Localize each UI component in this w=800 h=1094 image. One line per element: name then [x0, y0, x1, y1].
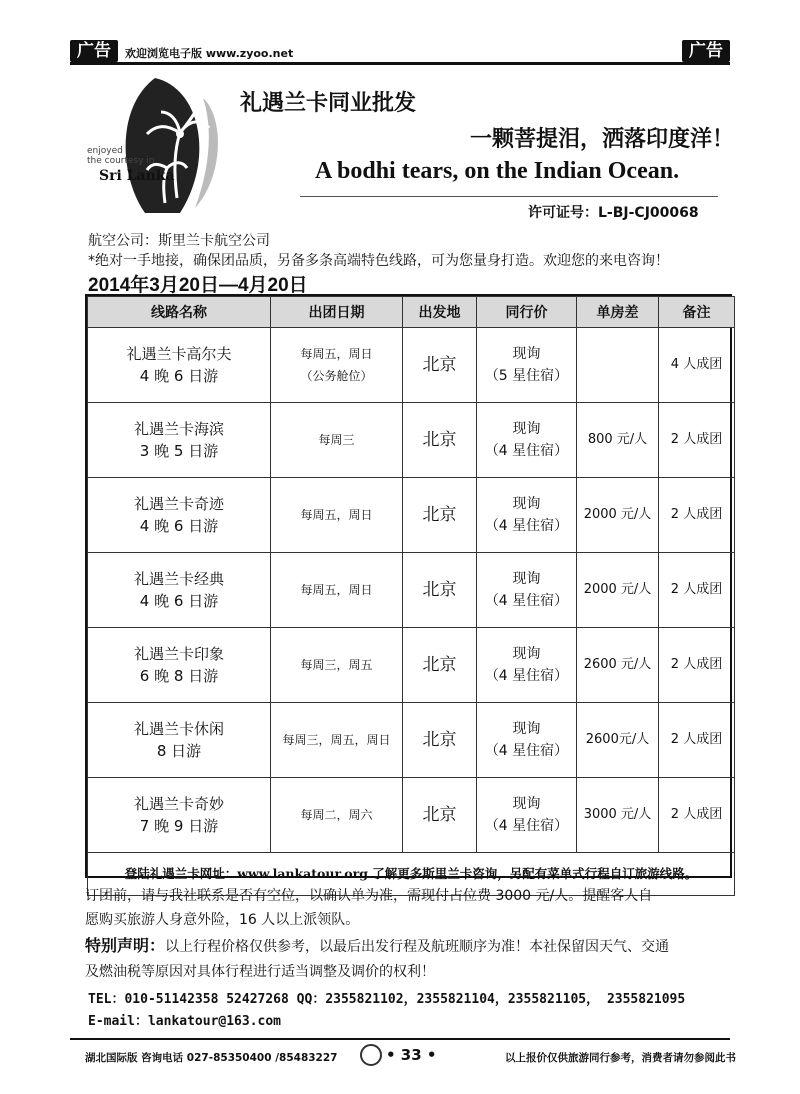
single-supplement: 2600元/人: [577, 703, 659, 778]
date-range: 2014年3月20日—4月20日: [88, 275, 308, 296]
single-supplement: [577, 328, 659, 403]
palm-tree-icon: [85, 68, 225, 218]
col-single: 单房差: [577, 297, 659, 328]
price: 现询: [512, 571, 541, 587]
route-name: 礼遇兰卡奇迹: [133, 495, 224, 513]
col-date: 出团日期: [271, 297, 403, 328]
price: 现询: [512, 796, 541, 812]
depart-city: 北京: [403, 628, 477, 703]
logo-line3: Sri Lanka: [99, 168, 175, 184]
depart-city: 北京: [403, 703, 477, 778]
ad-tag-left: 广告: [70, 40, 118, 62]
contact-phone: TEL：010-51142358 52427268 QQ：2355821102，2355821104，2355821105， 2355821095: [88, 992, 686, 1007]
price: 现询: [512, 646, 541, 662]
publication-logo-icon: [360, 1044, 382, 1066]
group-note: 2 人成团: [659, 553, 735, 628]
depart-days: 每周五，周日: [300, 347, 373, 361]
booking-line2: 愿购买旅游人身意外险，16 人以上派领队。: [85, 912, 360, 928]
ad-slogan-en: A bodhi tears, on the Indian Ocean.: [315, 158, 680, 184]
single-supplement: 2600 元/人: [577, 628, 659, 703]
welcome-text: 欢迎浏览电子版 www.zyoo.net: [125, 47, 294, 60]
hotel-level: （4 星住宿）: [484, 743, 569, 759]
header-rule: [70, 62, 730, 65]
airline-text: 航空公司：斯里兰卡航空公司: [88, 233, 270, 249]
depart-days: 每周三，周五，周日: [282, 733, 391, 747]
price: 现询: [512, 346, 541, 362]
route-duration: 7 晚 9 日游: [139, 817, 219, 835]
table-row: [88, 553, 735, 628]
depart-city: 北京: [403, 478, 477, 553]
depart-days: 每周三: [318, 433, 355, 447]
website-note: 登陆礼遇兰卡网址：www.lankatour.org 了解更多斯里兰卡咨询，另配有菜单式行程自订旅游线路。: [88, 853, 735, 896]
depart-city: 北京: [403, 328, 477, 403]
depart-days: 每周二，周六: [300, 808, 373, 822]
hotel-level: （4 星住宿）: [484, 668, 569, 684]
depart-days: 每周五，周日: [300, 583, 373, 597]
ad-tag-right: 广告: [682, 40, 730, 62]
group-note: 2 人成团: [659, 478, 735, 553]
depart-city: 北京: [403, 778, 477, 853]
logo-line1: enjoyed: [87, 146, 123, 156]
col-route: 线路名称: [88, 297, 271, 328]
declaration-line1: 以上行程价格仅供参考，以最后出发行程及航班顺序为准！本社保留因天气、交通: [165, 939, 670, 955]
route-name: 礼遇兰卡海滨: [133, 420, 224, 438]
single-supplement: 2000 元/人: [577, 478, 659, 553]
single-supplement: 2000 元/人: [577, 553, 659, 628]
table-row: [88, 403, 735, 478]
license-number: 许可证号：L-BJ-CJ00068: [528, 205, 699, 221]
group-note: 2 人成团: [659, 778, 735, 853]
table-row: [88, 778, 735, 853]
table-row: [88, 703, 735, 778]
sri-lanka-logo: [85, 68, 225, 218]
route-name: 礼遇兰卡经典: [133, 570, 224, 588]
group-note: 2 人成团: [659, 703, 735, 778]
price: 现询: [512, 421, 541, 437]
single-supplement: 800 元/人: [577, 403, 659, 478]
route-table: [85, 294, 732, 881]
table-header-row: [88, 297, 735, 328]
declaration-line2: 及燃油税等原因对具体行程进行适当调整及调价的权利！: [85, 964, 435, 980]
depart-city: 北京: [403, 403, 477, 478]
declaration-label: 特别声明：: [85, 936, 166, 955]
table-row: [88, 478, 735, 553]
route-duration: 3 晚 5 日游: [139, 442, 219, 460]
footer-left: 湖北国际版 咨询电话 027-85350400 /85483227: [85, 1052, 338, 1064]
col-city: 出发地: [403, 297, 477, 328]
table-row: [88, 328, 735, 403]
col-price: 同行价: [477, 297, 577, 328]
group-note: 2 人成团: [659, 628, 735, 703]
booking-line1: 订团前，请与我社联系是否有空位，以确认单为准，需现付占位费 3000 元/人。提醒客人自: [85, 888, 653, 904]
route-duration: 6 晚 8 日游: [139, 667, 219, 685]
group-note: 4 人成团: [659, 328, 735, 403]
route-name: 礼遇兰卡奇妙: [133, 795, 224, 813]
logo-line2: the courtesy in: [87, 156, 155, 166]
route-name: 礼遇兰卡休闲: [133, 720, 224, 738]
footer-rule: [70, 1038, 730, 1040]
table-row: [88, 628, 735, 703]
route-duration: 4 晚 6 日游: [139, 517, 219, 535]
page-number: • 33 •: [386, 1046, 437, 1064]
hotel-level: （5 星住宿）: [484, 368, 569, 384]
price: 现询: [512, 721, 541, 737]
intro-text: *绝对一手地接，确保团品质，另备多条高端特色线路，可为您量身打造。欢迎您的来电咨询！: [88, 253, 669, 269]
depart-days: 每周三，周五: [300, 658, 373, 672]
col-note: 备注: [659, 297, 735, 328]
depart-city: 北京: [403, 553, 477, 628]
footer-right: 以上报价仅供旅游同行参考，消费者请勿参阅此书: [505, 1052, 736, 1064]
route-duration: 4 晚 6 日游: [139, 592, 219, 610]
route-name: 礼遇兰卡高尔夫: [126, 345, 232, 363]
depart-note: （公务舱位）: [300, 369, 373, 383]
ad-title: 礼遇兰卡同业批发: [240, 90, 417, 116]
hotel-level: （4 星住宿）: [484, 593, 569, 609]
hotel-level: （4 星住宿）: [484, 518, 569, 534]
route-duration: 4 晚 6 日游: [139, 367, 219, 385]
title-rule: [300, 196, 718, 197]
depart-days: 每周五，周日: [300, 508, 373, 522]
ad-slogan: 一颗菩提泪，洒落印度洋！: [470, 126, 735, 152]
hotel-level: （4 星住宿）: [484, 443, 569, 459]
route-name: 礼遇兰卡印象: [133, 645, 224, 663]
price: 现询: [512, 496, 541, 512]
single-supplement: 3000 元/人: [577, 778, 659, 853]
contact-email: E-mail：lankatour@163.com: [88, 1014, 282, 1029]
group-note: 2 人成团: [659, 403, 735, 478]
route-duration: 8 日游: [156, 742, 202, 760]
hotel-level: （4 星住宿）: [484, 818, 569, 834]
